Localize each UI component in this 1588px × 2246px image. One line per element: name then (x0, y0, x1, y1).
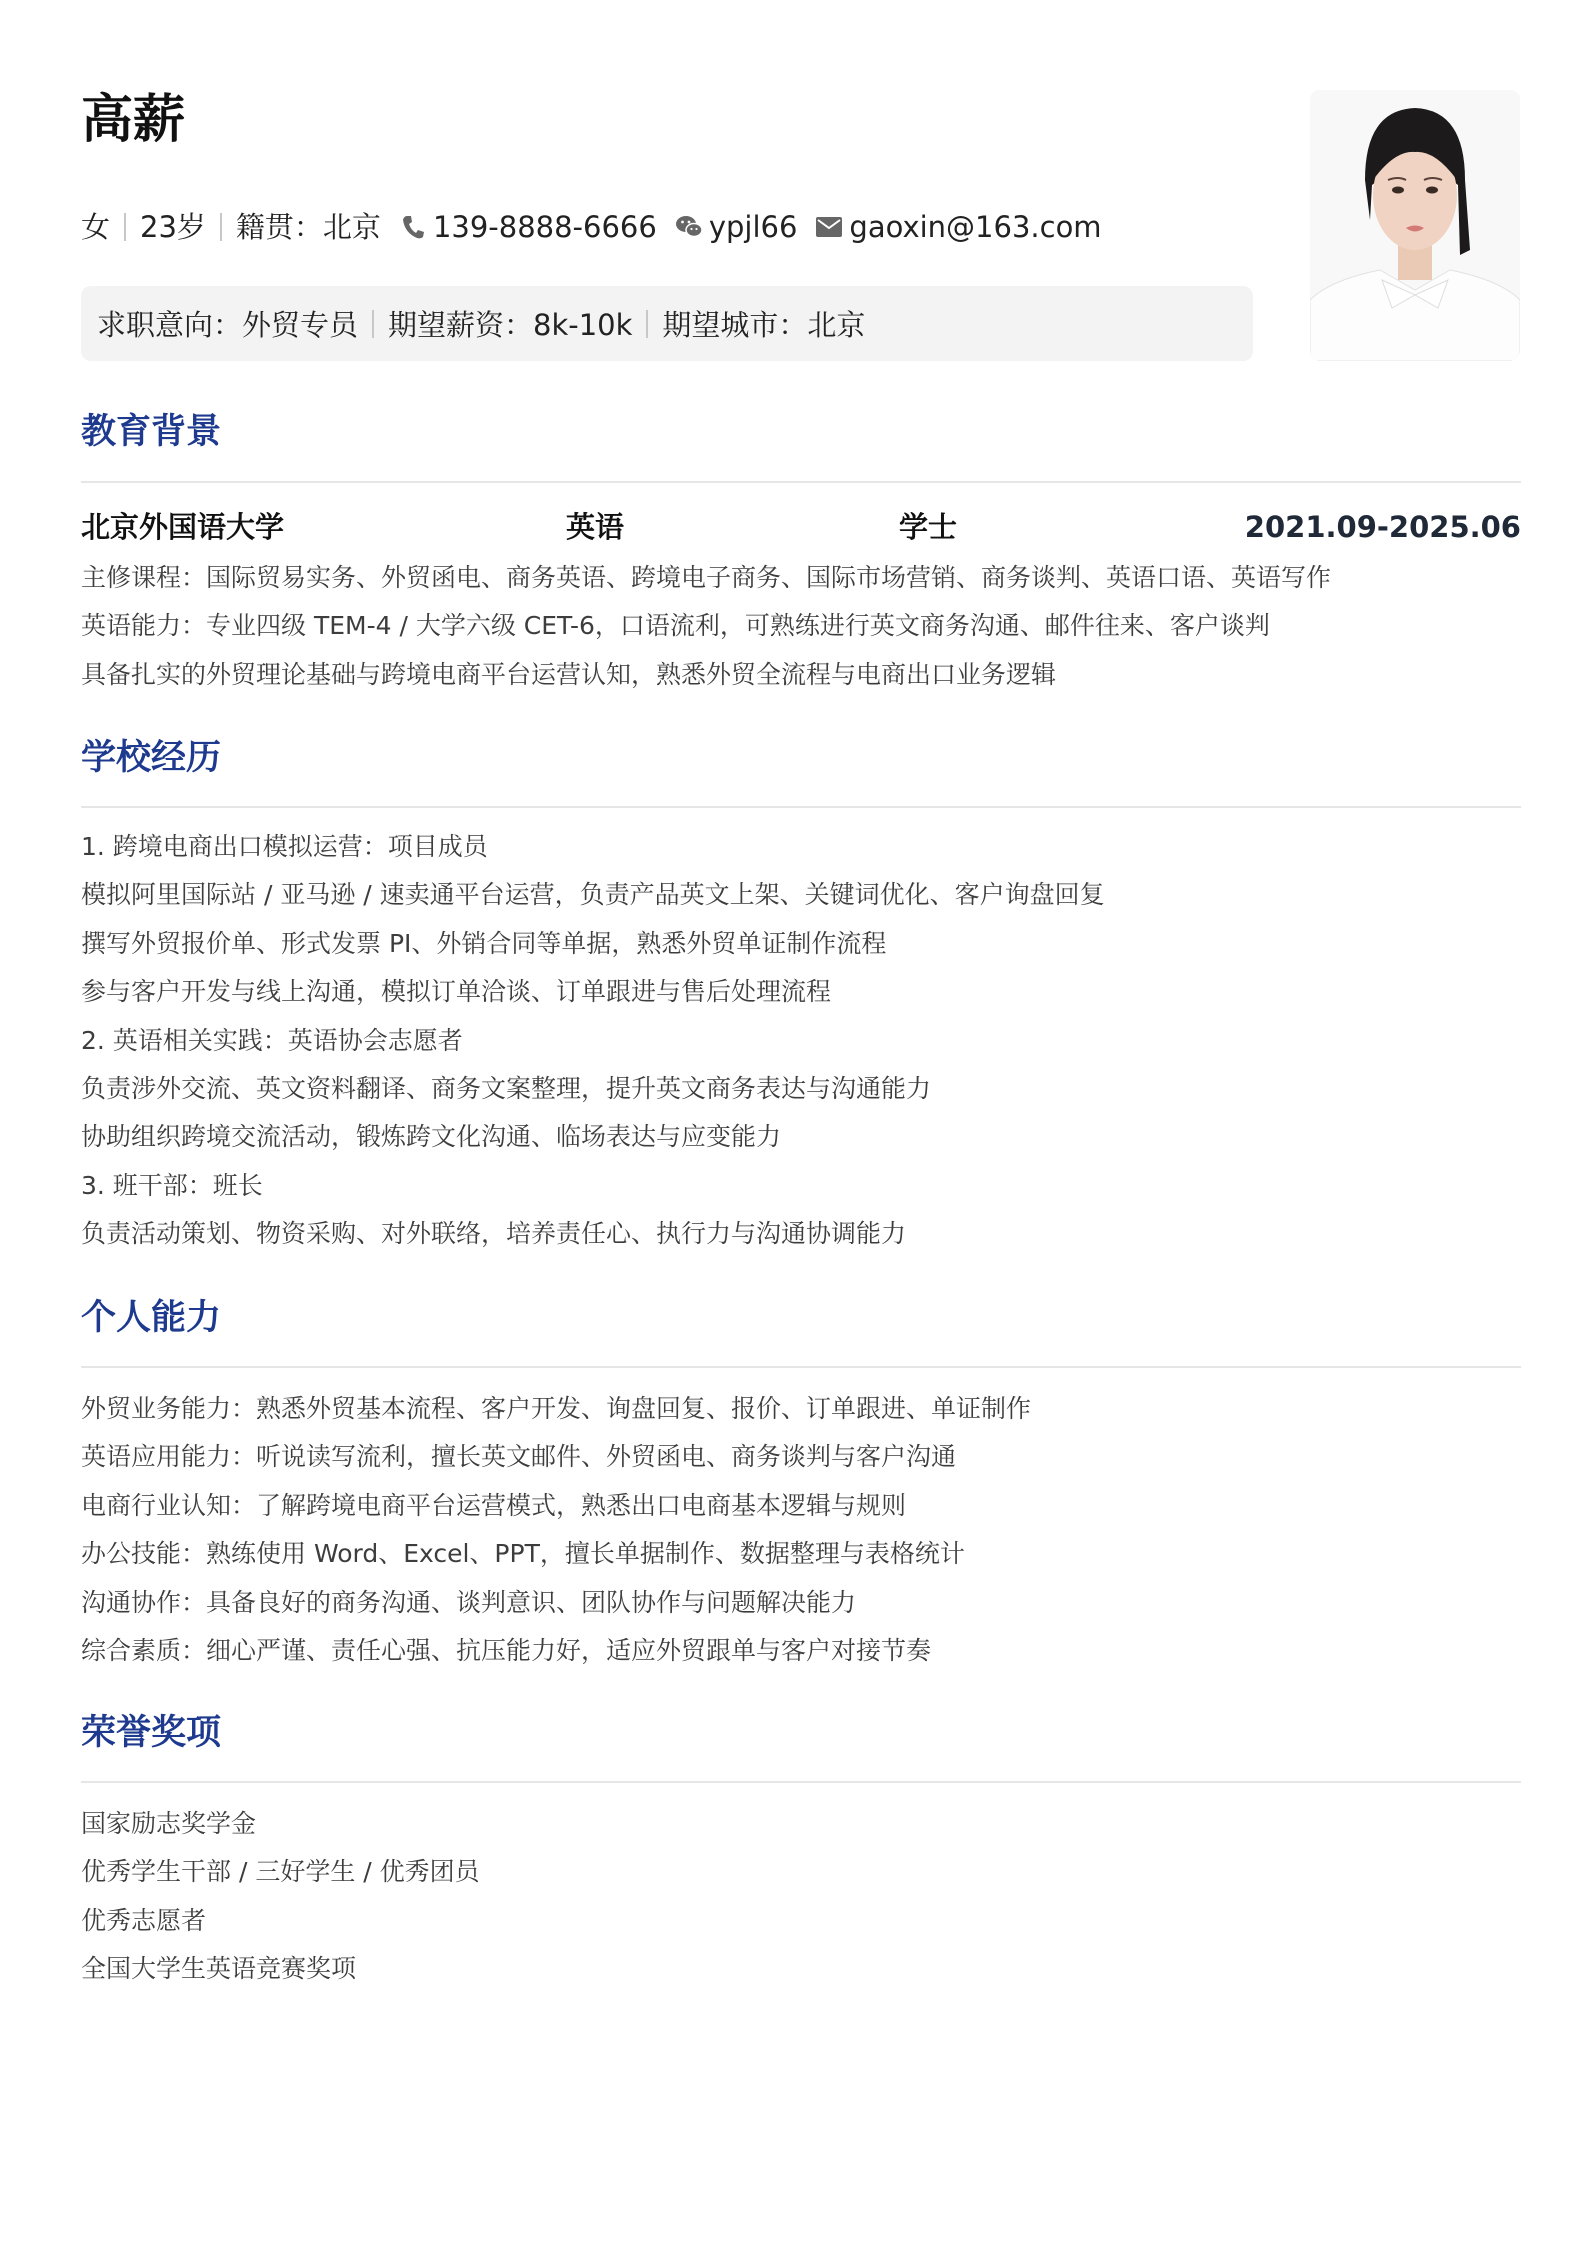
job-intent-box (81, 286, 1253, 361)
divider (220, 213, 222, 241)
list-item: 全国大学生英语竞赛奖项 (81, 1954, 357, 1984)
divider (124, 213, 126, 241)
section-title-honors: 荣誉奖项 (81, 1713, 222, 1753)
phone: 139-8888-6666 (432, 210, 657, 244)
hometown: 籍贯：北京 (235, 210, 381, 244)
section-title-education: 教育背景 (81, 412, 222, 452)
candidate-name: 高薪 (81, 90, 186, 150)
list-item: 国家励志奖学金 (81, 1809, 257, 1838)
list-item: 负责涉外交流、英文资料翻译、商务文案整理，提升英文商务表达与沟通能力 (81, 1074, 932, 1104)
list-item: 主修课程：国际贸易实务、外贸函电、商务英语、跨境电子商务、国际市场营销、商务谈判、英语口语、英语写作 (81, 563, 1332, 592)
list-item: 参与客户开发与线上沟通，模拟订单洽谈、订单跟进与售后处理流程 (81, 977, 832, 1007)
education-entry (81, 503, 1521, 551)
school-experience-list (81, 823, 1521, 1259)
divider (646, 310, 648, 338)
major: 英语 (566, 510, 625, 544)
phone-icon (399, 213, 427, 241)
list-item: 2. 英语相关实践：英语协会志愿者 (81, 1025, 463, 1055)
basic-info (81, 207, 1102, 247)
degree: 学士 (899, 510, 958, 544)
honors-list (81, 1800, 1521, 1994)
section-divider (81, 1781, 1521, 1783)
age: 23岁 (140, 210, 206, 244)
section-title-school-experience: 学校经历 (81, 738, 222, 778)
list-item: 撰写外贸报价单、形式发票 PI、外销合同等单据，熟悉外贸单证制作流程 (81, 928, 887, 958)
list-item: 电商行业认知：了解跨境电商平台运营模式，熟悉出口电商基本逻辑与规则 (81, 1490, 907, 1520)
list-item: 英语能力：专业四级 TEM-4 / 大学六级 CET-6，口语流利，可熟练进行英文商务沟通、邮件往来、客户谈判 (81, 611, 1270, 641)
list-item: 外贸业务能力：熟悉外贸基本流程、客户开发、询盘回复、报价、订单跟进、单证制作 (81, 1394, 1032, 1423)
list-item: 3. 班干部：班长 (81, 1170, 263, 1200)
list-item: 具备扎实的外贸理论基础与跨境电商平台运营认知，熟悉外贸全流程与电商出口业务逻辑 (81, 659, 1057, 689)
gender: 女 (81, 210, 111, 244)
list-item: 负责活动策划、物资采购、对外联络，培养责任心、执行力与沟通协调能力 (81, 1219, 907, 1249)
skills-list (81, 1385, 1521, 1675)
list-item: 1. 跨境电商出口模拟运营：项目成员 (81, 832, 488, 861)
wechat: ypjl66 (708, 210, 798, 244)
school-name: 北京外国语大学 (81, 510, 285, 544)
education-details (81, 554, 1521, 699)
email-icon (815, 213, 843, 241)
divider (372, 310, 374, 338)
section-divider (81, 481, 1521, 483)
list-item: 协助组织跨境交流活动，锻炼跨文化沟通、临场表达与应变能力 (81, 1122, 782, 1152)
list-item: 沟通协作：具备良好的商务沟通、谈判意识、团队协作与问题解决能力 (81, 1587, 857, 1617)
list-item: 英语应用能力：听说读写流利，擅长英文邮件、外贸函电、商务谈判与客户沟通 (81, 1442, 957, 1472)
study-period: 2021.09-2025.06 (1244, 510, 1521, 544)
job-intent-salary: 期望薪资：8k-10k (388, 308, 633, 342)
wechat-icon (675, 213, 703, 241)
list-item: 模拟阿里国际站 / 亚马逊 / 速卖通平台运营，负责产品英文上架、关键词优化、客户询盘回复 (81, 880, 1105, 910)
job-intent-city: 期望城市：北京 (662, 308, 866, 342)
list-item: 优秀志愿者 (81, 1905, 207, 1935)
list-item: 综合素质：细心严谨、责任心强、抗压能力好，适应外贸跟单与客户对接节奏 (81, 1636, 932, 1666)
job-intent-position: 求职意向：外贸专员 (97, 308, 359, 342)
section-title-skills: 个人能力 (81, 1298, 222, 1338)
profile-photo (1310, 90, 1520, 361)
list-item: 优秀学生干部 / 三好学生 / 优秀团员 (81, 1857, 480, 1887)
section-divider (81, 1366, 1521, 1368)
email[interactable]: gaoxin@163.com (849, 210, 1102, 244)
section-divider (81, 806, 1521, 808)
list-item: 办公技能：熟练使用 Word、Excel、PPT，擅长单据制作、数据整理与表格统计 (81, 1539, 965, 1569)
